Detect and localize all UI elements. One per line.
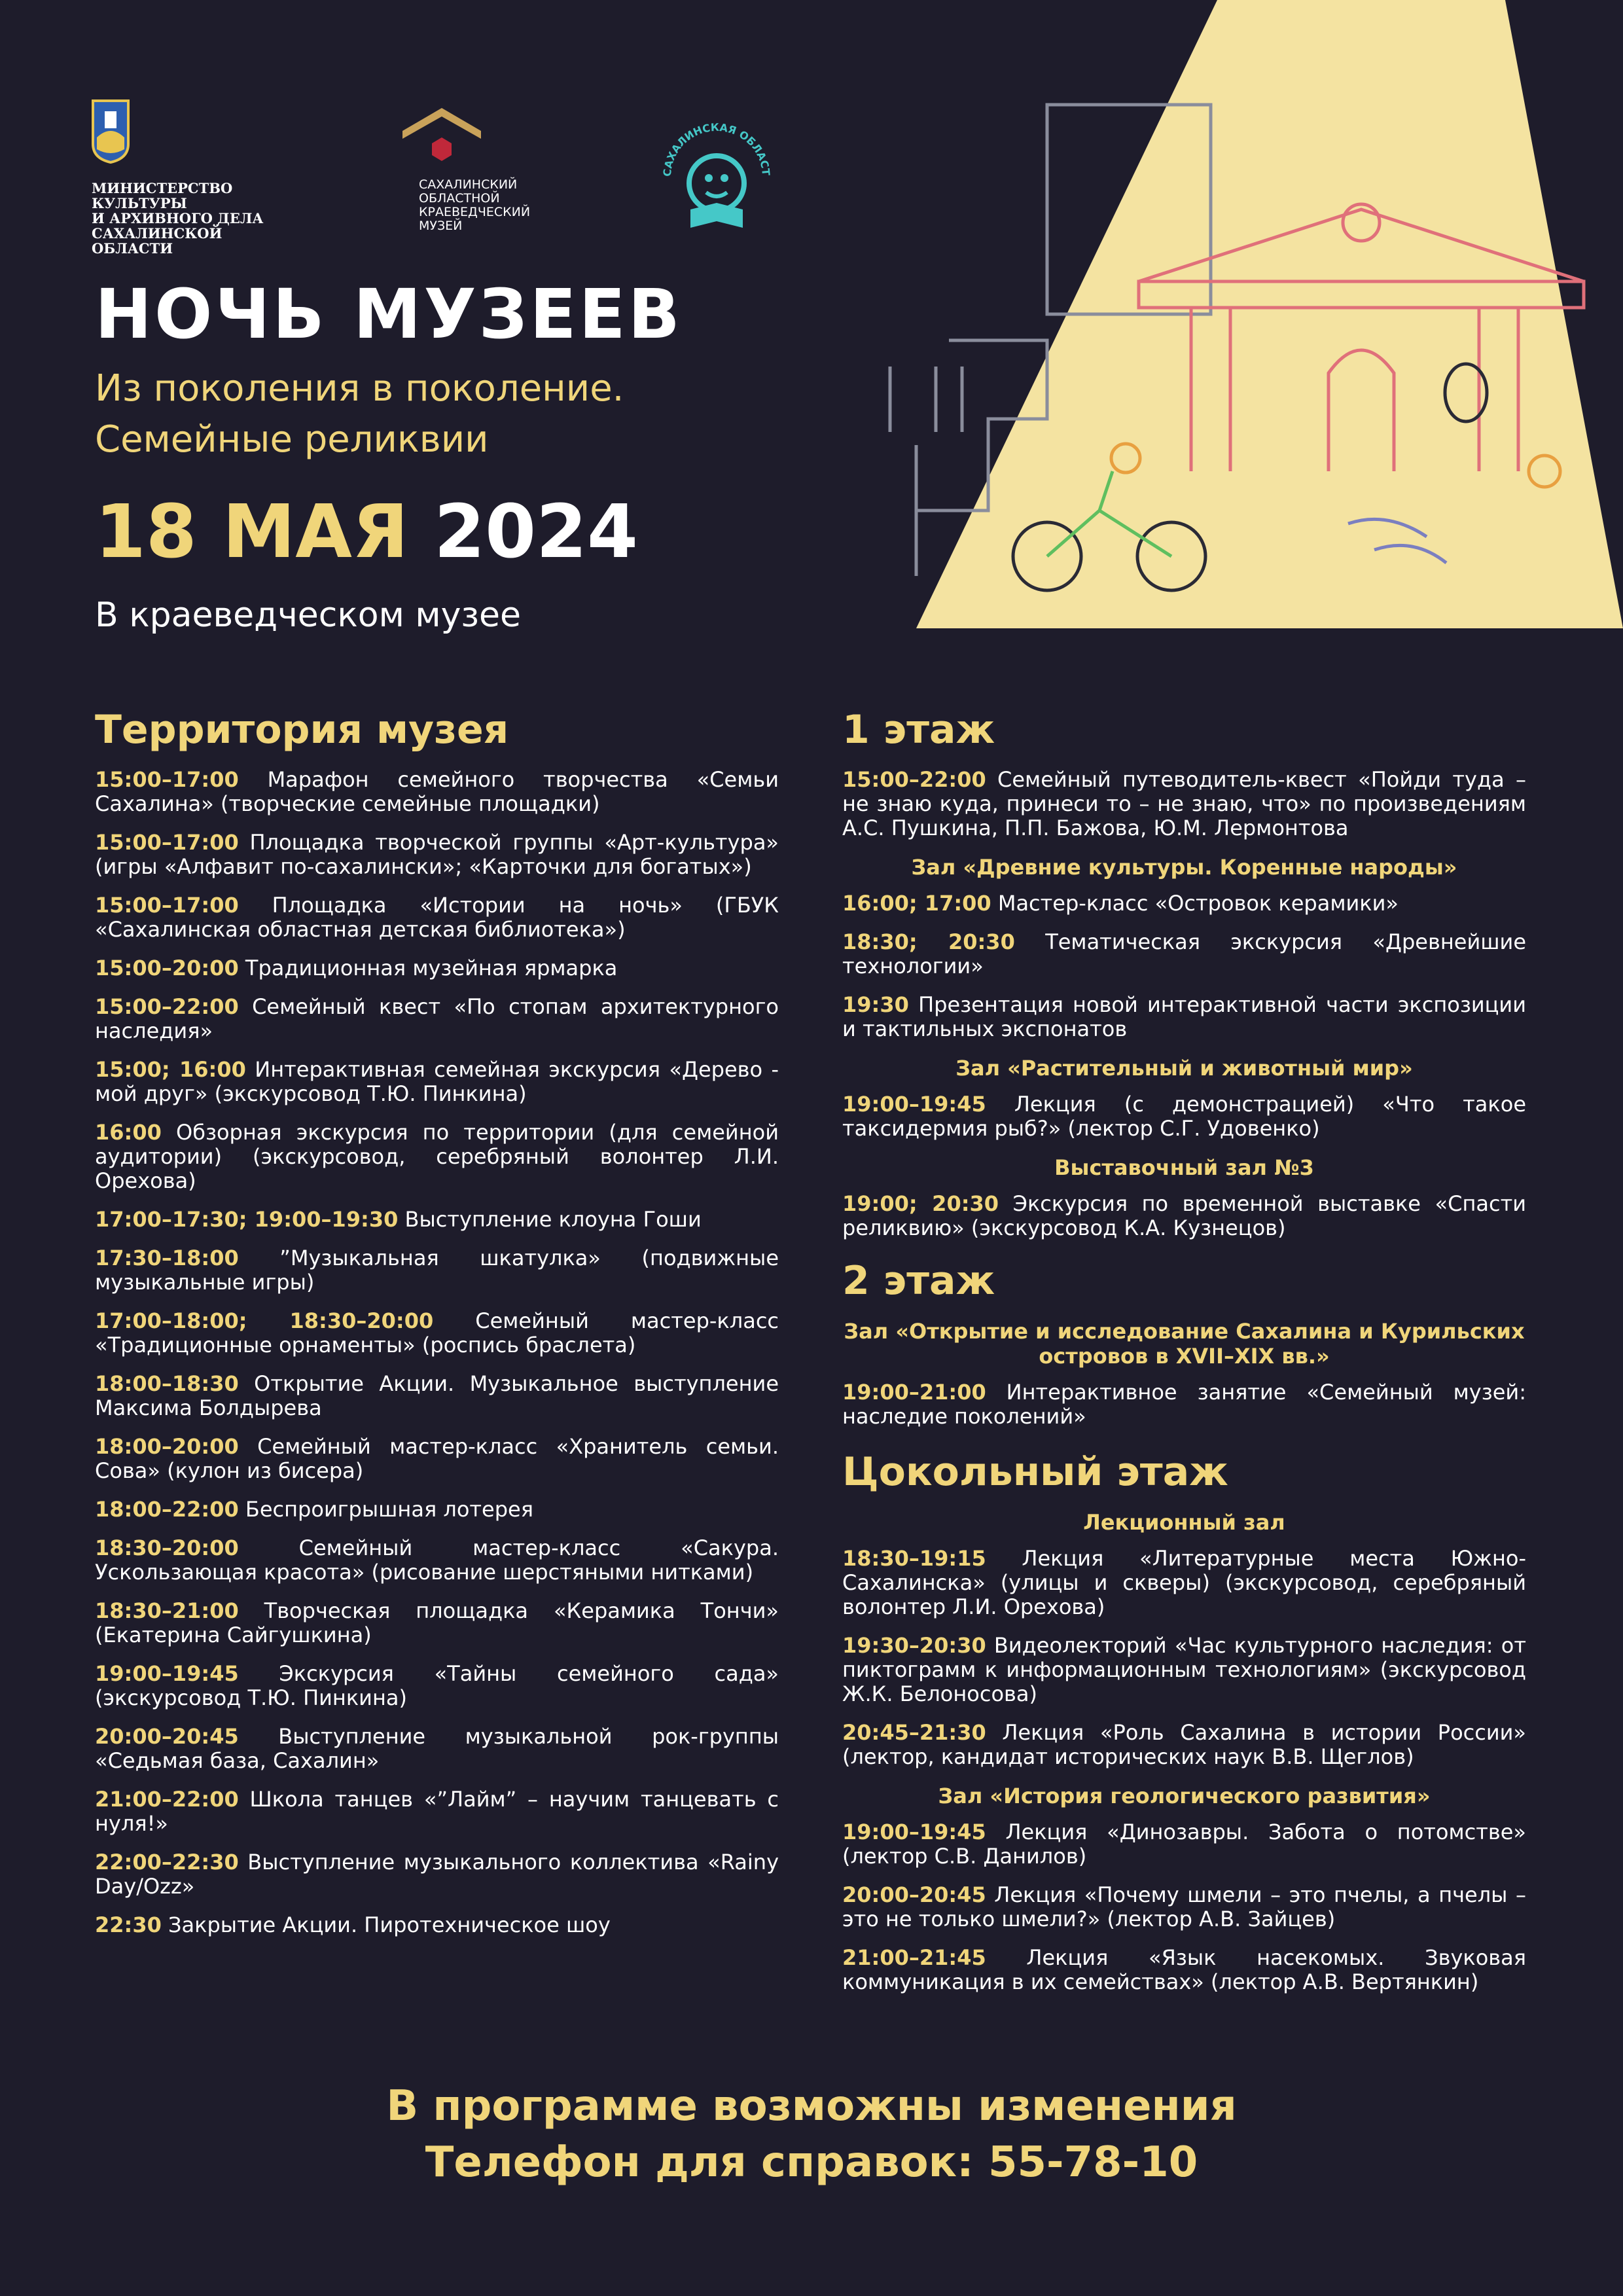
schedule-time: 19:30 <box>842 992 909 1017</box>
schedule-description: Лекция «Почему шмели – это пчелы, а пчелы – это не только шмели?» (лектор А.В. Зайцев) <box>842 1882 1526 1931</box>
hall-name: Зал «История геологического развития» <box>938 1784 1431 1808</box>
territory-title: Территория музея <box>95 707 509 753</box>
schedule-time: 21:00–21:45 <box>842 1945 986 1970</box>
schedule-item <box>842 1092 1526 1141</box>
logos-row <box>92 98 812 255</box>
schedule-time: 22:00–22:30 <box>95 1850 239 1874</box>
schedule-time: 15:00; 16:00 <box>95 1057 246 1082</box>
schedule-time: 19:00–19:45 <box>842 1092 986 1117</box>
schedule-item <box>95 995 779 1043</box>
schedule-time: 22:30 <box>95 1912 162 1937</box>
schedule-description: Видеолекторий «Час культурного наследия: от пиктограмм к информационным технологиям» (экскурсовод Ж.К. Белоносова) <box>842 1633 1526 1706</box>
event-date <box>95 490 638 575</box>
schedule-description: Семейный мастер-класс «Хранитель семьи. Сова» (кулон из бисера) <box>95 1434 779 1483</box>
schedule-time: 18:30; 20:30 <box>842 929 1015 954</box>
schedule-time: 19:00–21:00 <box>842 1380 986 1405</box>
schedule-description: Экскурсия «Тайны семейного сада» (экскурсовод Т.Ю. Пинкина) <box>95 1661 779 1710</box>
schedule-time: 19:00; 20:30 <box>842 1191 999 1216</box>
schedule-description: Презентация новой интерактивной части экспозиции и тактильных экспонатов <box>842 992 1526 1041</box>
schedule-description: Выступление музыкального коллектива «Rainy Day/Ozz» <box>95 1850 779 1899</box>
schedule-time: 20:00–20:45 <box>95 1724 239 1749</box>
footer-changes-note: В программе возможны изменения <box>386 2082 1237 2130</box>
basement-title: Цокольный этаж <box>842 1449 1228 1495</box>
schedule-item <box>842 1883 1526 1931</box>
schedule-description: Лекция «Литературные места Южно-Сахалинска» (улицы и скверы) (экскурсовод, серебряный волонтер Л.И. Орехова) <box>842 1546 1526 1619</box>
schedule-time: 21:00–22:00 <box>95 1787 239 1812</box>
schedule-description: Интерактивное занятие «Семейный музей: наследие поколений» <box>842 1380 1526 1429</box>
library-emblem-icon <box>651 111 782 242</box>
children-library-logo <box>651 111 782 242</box>
schedule-item <box>842 1547 1526 1619</box>
schedule-time: 18:00–22:00 <box>95 1497 239 1522</box>
schedule-time: 18:30–20:00 <box>95 1535 239 1560</box>
schedule-item <box>842 891 1526 916</box>
schedule-description: Марафон семейного творчества «Семьи Сахалина» (творческие семейные площадки) <box>95 767 779 816</box>
hall-name: Зал «Древние культуры. Коренные народы» <box>911 855 1457 880</box>
schedule-time: 18:30–19:15 <box>842 1546 986 1571</box>
schedule-item <box>95 1498 779 1522</box>
schedule-time: 15:00–17:00 <box>95 767 239 792</box>
schedule-description: Лекция «Динозавры. Забота о потомстве» (лектор С.В. Данилов) <box>842 1820 1526 1869</box>
schedule-item <box>842 1634 1526 1706</box>
ministry-text-line-1: И АРХИВНОГО ДЕЛА <box>92 210 264 226</box>
schedule-time: 15:00–22:00 <box>842 767 986 792</box>
schedule-description: Интерактивная семейная экскурсия «Дерево - мой друг» (экскурсовод Т.Ю. Пинкина) <box>95 1057 779 1106</box>
museum-text-line-1: ОБЛАСТНОЙ <box>419 191 500 206</box>
hall-name: Выставочный зал №3 <box>1054 1155 1314 1180</box>
schedule-description: Семейный квест «По стопам архитектурного наследия» <box>95 994 779 1043</box>
event-subtitle <box>95 363 815 465</box>
schedule-description: Выступление клоуна Гоши <box>398 1207 702 1232</box>
schedule-description: Экскурсия по временной выставке «Спасти реликвию» (экскурсовод К.А. Кузнецов) <box>842 1191 1527 1240</box>
territory-events <box>95 768 779 1937</box>
museum-roof-icon <box>399 105 484 164</box>
schedule-description: Творческая площадка «Керамика Тончи» (Екатерина Сайгушкина) <box>95 1598 779 1647</box>
floor1-events <box>842 768 1526 1240</box>
ministry-name <box>92 181 308 256</box>
schedule-description: Закрытие Акции. Пиротехническое шоу <box>161 1912 611 1937</box>
schedule-description: Площадка творческой группы «Арт-культура» (игры «Алфавит по-сахалински»; «Карточки для богатых») <box>95 830 779 879</box>
schedule-item <box>95 1725 779 1773</box>
schedule-description: Традиционная музейная ярмарка <box>238 956 618 980</box>
schedule-item <box>95 1058 779 1106</box>
ministry-logo <box>92 98 308 256</box>
floor2-title: 2 этаж <box>842 1258 995 1304</box>
schedule-item <box>842 930 1526 978</box>
date-year: 2024 <box>434 490 638 575</box>
schedule-time: 18:30–21:00 <box>95 1598 239 1623</box>
schedule-description: Семейный мастер-класс «Сакура. Ускользающая красота» (рисование шерстяными нитками) <box>95 1535 779 1585</box>
schedule-item <box>95 956 779 980</box>
subtitle-line-2: Семейные реликвии <box>95 418 489 461</box>
schedule-item <box>842 1946 1526 1994</box>
schedule-time: 15:00–22:00 <box>95 994 239 1019</box>
schedule-time: 15:00–17:00 <box>95 830 239 855</box>
schedule-item <box>95 1536 779 1585</box>
schedule-item <box>95 893 779 942</box>
schedule-description: Площадка «Истории на ночь» (ГБУК «Сахалинская областная детская библиотека») <box>95 893 779 942</box>
museum-text-line-0: САХАЛИНСКИЙ <box>419 177 518 192</box>
street-lamp <box>890 367 962 576</box>
schedule-description: Лекция «Язык насекомых. Звуковая коммуникация в их семействах» (лектор А.В. Вертянкин) <box>842 1945 1526 1994</box>
museum-night-illustration <box>772 0 1623 641</box>
territory-column <box>95 704 779 1952</box>
schedule-time: 16:00 <box>95 1120 162 1145</box>
schedule-item <box>95 1372 779 1420</box>
regional-museum-logo <box>399 105 556 233</box>
schedule-item <box>95 1662 779 1710</box>
schedule-time: 17:30–18:00 <box>95 1246 239 1270</box>
schedule-description: Семейный путеводитель-квест «Пойди туда – не знаю куда, принеси то – не знаю, что» по произведениям А.С. Пушкина, П.П. Бажова, Ю.М. Лермонтова <box>842 767 1526 840</box>
schedule-time: 19:30–20:30 <box>842 1633 986 1658</box>
floor2-events <box>842 1319 1526 1429</box>
schedule-description: Мастер-класс «Островок керамики» <box>991 891 1399 916</box>
event-title: НОЧЬ МУЗЕЕВ <box>95 274 683 354</box>
schedule-item <box>842 1721 1526 1769</box>
schedule-time: 18:00–20:00 <box>95 1434 239 1459</box>
basement-events <box>842 1510 1526 1994</box>
schedule-description: Семейный мастер-класс «Традиционные орнаменты» (роспись браслета) <box>95 1308 779 1357</box>
floors-column <box>842 704 1526 2009</box>
schedule-time: 15:00–20:00 <box>95 956 239 980</box>
svg-text:САХАЛИНСКАЯ ОБЛАСТНАЯ ДЕТСКАЯ <box>651 111 772 177</box>
schedule-item <box>95 1850 779 1899</box>
schedule-item <box>95 1309 779 1357</box>
schedule-description: Открытие Акции. Музыкальное выступление Максима Болдырева <box>95 1371 779 1420</box>
museum-text-line-3: МУЗЕЙ <box>419 219 463 233</box>
venue: В краеведческом музее <box>95 596 521 635</box>
schedule-description: Лекция (с демонстрацией) «Что такое таксидермия рыб?» (лектор С.Г. Удовенко) <box>842 1092 1526 1141</box>
schedule-time: 20:00–20:45 <box>842 1882 986 1907</box>
schedule-description: ”Музыкальная шкатулка» (подвижные музыкальные игры) <box>95 1246 779 1295</box>
schedule-item <box>95 831 779 879</box>
footer <box>0 2078 1623 2191</box>
schedule-item <box>95 768 779 816</box>
schedule-time: 17:00–18:00; 18:30–20:00 <box>95 1308 434 1333</box>
schedule-item <box>95 1435 779 1483</box>
schedule-time: 19:00–19:45 <box>95 1661 239 1686</box>
schedule-time: 17:00–17:30; 19:00–19:30 <box>95 1207 399 1232</box>
schedule-item <box>842 1820 1526 1869</box>
ministry-text-line-2: САХАЛИНСКОЙ ОБЛАСТИ <box>92 225 223 257</box>
schedule-item <box>95 1121 779 1193</box>
subtitle-line-1: Из поколения в поколение. <box>95 367 624 410</box>
coat-of-arms-icon <box>92 98 130 164</box>
schedule-description: Лекция «Роль Сахалина в истории России» (лектор, кандидат исторических наук В.В. Щеглов) <box>842 1720 1526 1769</box>
museum-text-line-2: КРАЕВЕДЧЕСКИЙ <box>419 205 531 219</box>
floor1-title: 1 этаж <box>842 707 995 753</box>
schedule-item <box>95 1208 779 1232</box>
ministry-text-line-0: МИНИСТЕРСТВО КУЛЬТУРЫ <box>92 180 233 211</box>
schedule-description: Школа танцев «”Лайм” – научим танцевать с нуля!» <box>95 1787 779 1836</box>
schedule-time: 18:00–18:30 <box>95 1371 239 1396</box>
schedule-time: 16:00; 17:00 <box>842 891 991 916</box>
schedule-time: 19:00–19:45 <box>842 1820 986 1844</box>
footer-phone: Телефон для справок: 55-78-10 <box>425 2138 1198 2187</box>
schedule-item <box>95 1246 779 1295</box>
schedule-description: Беспроигрышная лотерея <box>238 1497 533 1522</box>
museum-name <box>399 178 556 233</box>
schedule-item <box>95 1787 779 1836</box>
schedule-item <box>842 1192 1526 1240</box>
schedule-item <box>95 1599 779 1647</box>
schedule-description: Обзорная экскурсия по территории (для семейной аудитории) (экскурсовод, серебряный волонтер Л.И. Орехова) <box>95 1120 779 1193</box>
schedule-time: 15:00–17:00 <box>95 893 239 918</box>
schedule-time: 20:45–21:30 <box>842 1720 986 1745</box>
schedule-item <box>842 768 1526 840</box>
schedule-item <box>842 993 1526 1041</box>
date-day-month: 18 МАЯ <box>95 490 409 575</box>
schedule-item <box>842 1380 1526 1429</box>
hall-name: Лекционный зал <box>1083 1510 1285 1535</box>
library-arc-text: САХАЛИНСКАЯ ОБЛАСТ <box>660 120 773 177</box>
schedule-description: Тематическая экскурсия «Древнейшие технологии» <box>842 929 1527 978</box>
hall-name: Зал «Растительный и животный мир» <box>955 1056 1413 1081</box>
schedule-description: Выступление музыкальной рок-группы «Седьмая база, Сахалин» <box>95 1724 779 1773</box>
schedule-item <box>95 1913 779 1937</box>
hall-name: Зал «Открытие и исследование Сахалина и Курильских островов в XVII–XIX вв.» <box>844 1319 1525 1369</box>
